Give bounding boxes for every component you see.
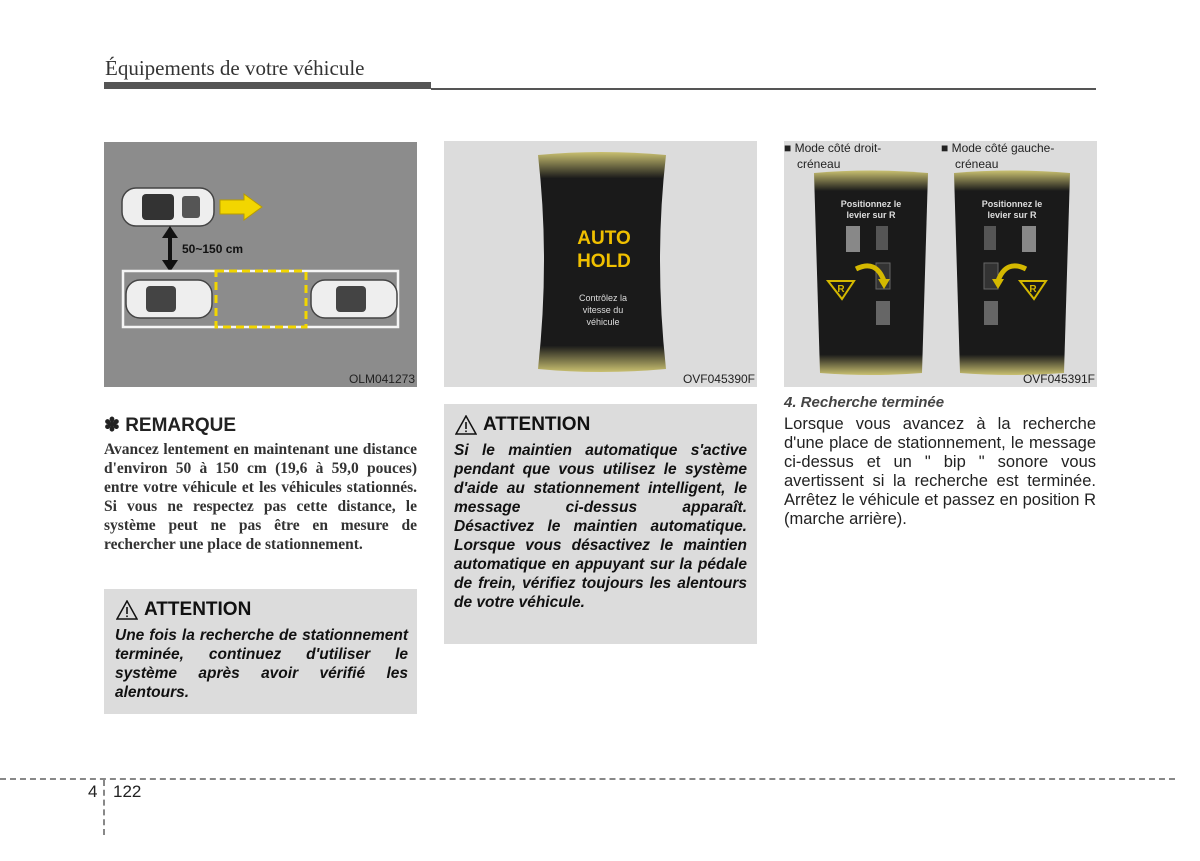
header-rule-thin [431, 88, 1096, 90]
page-number: 122 [113, 782, 142, 801]
step-body: Lorsque vous avancez à la recherche d'une place de stationnement, le message ci-dessus et un " bip " sonore vous avertissent si la recherche est terminée. Arrêtez le véhicule et passez en position R (marche arrière). [784, 415, 1096, 528]
attention-body-2: Si le maintien automatique s'active pendant que vous utilisez le système d'aide au stationnement intelligent, le message ci-dessus apparaît. Désactivez le maintien automatique. Lorsque vous désactivez le maintien automatique en appuyant sur la pédale de frein, vérifiez toujours les alentours de votre véhicule. [454, 442, 747, 611]
distance-arrow-icon [162, 226, 178, 272]
right-mode-label-line1: ■ Mode côté droit- [784, 141, 882, 155]
parked-car-left-icon [126, 280, 212, 318]
attention-heading-2: ATTENTION [455, 414, 590, 436]
svg-text:Positionnez le: Positionnez le [840, 199, 902, 209]
forward-arrow-icon [220, 194, 262, 220]
left-mode-label-line1: ■ Mode côté gauche- [941, 141, 1055, 155]
attention-body-1: Une fois la recherche de stationnement terminée, continuez d'utiliser le système après avoir vérifié les alentours. [115, 627, 408, 701]
chapter-number: 4 [88, 782, 98, 801]
parked-car-right-icon [311, 280, 397, 318]
svg-text:R: R [837, 284, 845, 295]
footer-rule [0, 778, 1175, 780]
left-mode-label-line2: créneau [955, 157, 999, 171]
header-rule-thick [104, 82, 431, 89]
parking-mode-figure [784, 141, 1097, 387]
footer-divider [103, 780, 105, 835]
attention-box-2 [444, 404, 757, 644]
svg-text:Positionnez le: Positionnez le [981, 199, 1043, 209]
figure3-caption: OVF045391F [1022, 372, 1095, 386]
warning-triangle-icon [455, 415, 477, 435]
figure1-caption: OLM041273 [348, 372, 415, 386]
svg-text:R: R [1029, 284, 1037, 295]
attention-heading-1: ATTENTION [116, 599, 251, 621]
right-mode-screen [814, 171, 928, 376]
auto-hold-display-figure [444, 141, 757, 387]
display-message-line2: vitesse du [582, 305, 624, 315]
parking-distance-figure [104, 142, 417, 387]
remark-heading: ✽ REMARQUE [104, 415, 237, 436]
figure2-caption: OVF045390F [682, 372, 755, 386]
display-message-line1: Contrôlez la [578, 293, 628, 303]
moving-car-icon [122, 188, 214, 226]
svg-text:levier sur R: levier sur R [846, 210, 896, 220]
distance-label: 50~150 cm [182, 242, 244, 256]
step-heading: 4. Recherche terminée [784, 394, 945, 411]
hold-label: HOLD [577, 251, 631, 272]
page-header-title: Équipements de votre véhicule [105, 56, 365, 80]
attention-box-1 [104, 589, 417, 714]
warning-triangle-icon [116, 600, 138, 620]
auto-label: AUTO [577, 228, 631, 249]
right-mode-label-line2: créneau [797, 157, 841, 171]
display-message-line3: véhicule [586, 317, 620, 327]
left-mode-screen [954, 171, 1070, 376]
remark-body: Avancez lentement en maintenant une distance d'environ 50 à 150 cm (19,6 à 59,0 pouces) entre votre véhicule et les véhicules stationnés. Si vous ne respectez pas cette distance, le système peut ne pas être en mesure de rechercher une place de stationnement. [104, 441, 417, 553]
svg-text:levier sur R: levier sur R [987, 210, 1037, 220]
